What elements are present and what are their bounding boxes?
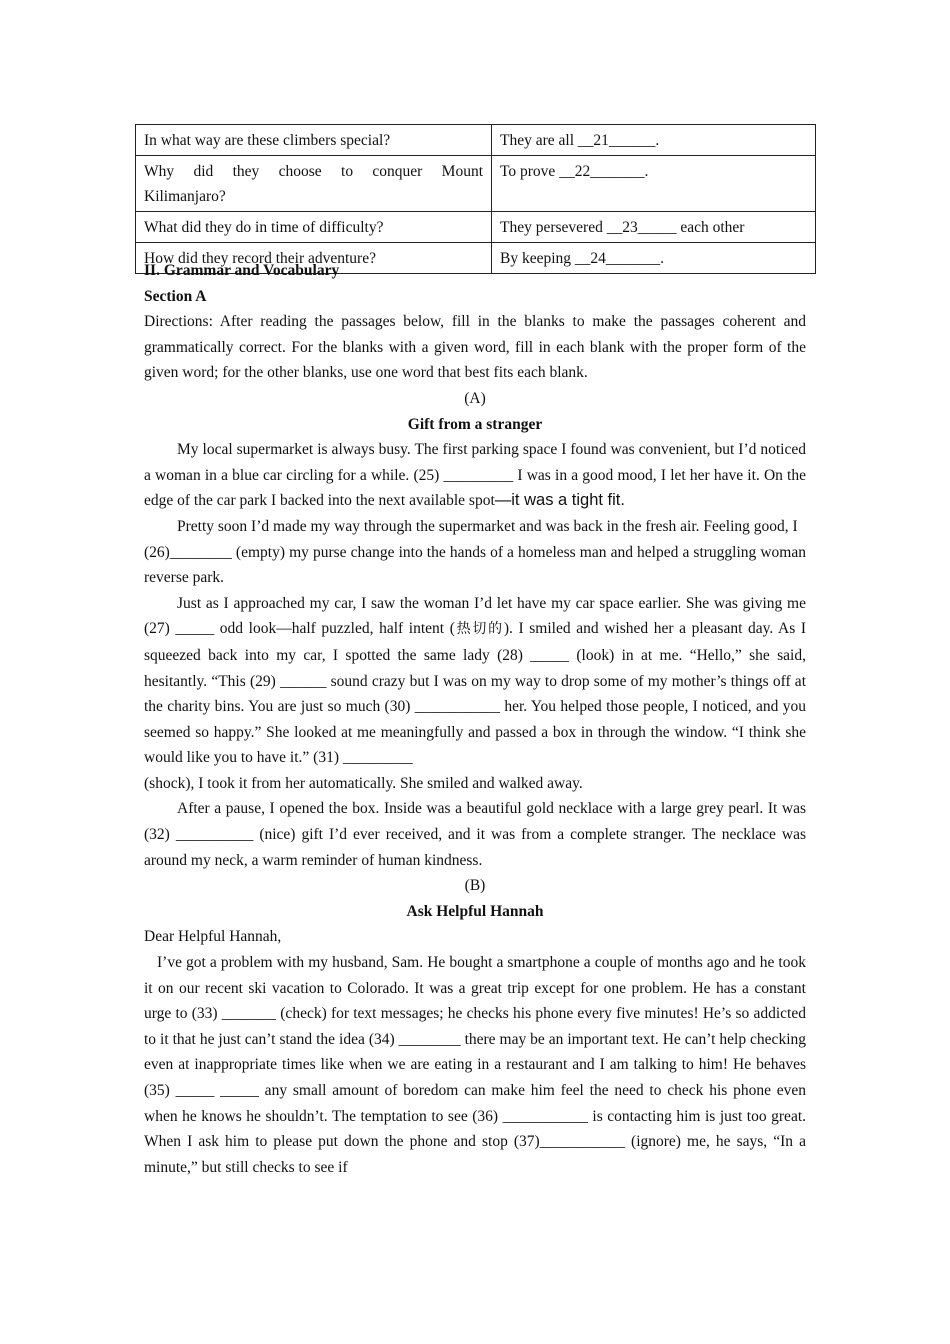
answer-cell: They persevered __23_____ each other	[492, 212, 816, 243]
answer-cell: To prove __22_______.	[492, 156, 816, 212]
answer-blank: __21______	[577, 132, 656, 149]
document-body	[144, 258, 806, 1180]
answer-blank: __24_______	[574, 250, 661, 267]
table-row	[136, 125, 816, 156]
table-row	[136, 156, 816, 212]
paragraph: I’ve got a problem with my husband, Sam. He bought a smartphone a couple of months ago and he took it on our recent ski vacation to Colorado. It was a great trip except for one problem. He has a constant urge to (33) _______ (check) for text messages; he checks his phone every five minutes! He’s so addicted to it that he just can’t stand the idea (34) ________ there may be an important text. He can’t help checking even at inappropriate times like when we are eating in a restaurant and I am talking to him! He behaves (35) _____ _____ any small amount of boredom can make him feel the need to check his phone even when he knows he shouldn’t. The temptation to see (36) ___________ is contacting him is just too great. When I ask him to please put down the phone and stop (37)___________ (ignore) me, he says, “In a minute,” but still checks to see if	[144, 954, 806, 1176]
answer-blank: __22_______	[559, 163, 645, 180]
section-a-heading: Section A	[144, 287, 207, 305]
directions: Directions: After reading the passages below, fill in the blanks to make the passages coherent and grammatically correct. For the blanks with a given word, fill in each blank with the proper form of the given word; for the other blanks, use one word that best fits each blank.	[144, 313, 806, 382]
paragraph: (26)________ (empty) my purse change into the hands of a homeless man and helped a struggling woman reverse park.	[144, 543, 806, 587]
passage-b-label: (B)	[464, 877, 486, 895]
question-cell: In what way are these climbers special?	[136, 125, 492, 156]
section-heading: II. Grammar and Vocabulary	[144, 262, 340, 279]
question-cell: Why did they choose to conquer Mount Kilimanjaro?	[136, 156, 492, 212]
qa-table	[135, 124, 816, 274]
paragraph: Just as I approached my car, I saw the woman I’d let have my car space earlier. She was giving me (27) _____ odd look—half puzzled, half intent (热切的). I smiled and wished her a pleasant day. As I squeezed back into my car, I spotted the same lady (28) _____ (look) in at me. “Hello,” she said, hesitantly. “This (29) ______ sound crazy but I was on my way to drop some of my mother’s things off at the charity bins. You are just so much (30) ___________ her. You helped those people, I noticed, and you seemed so happy.” She looked at me meaningfully and passed a box in through the window. “I think she would like you to have it.” (31) _________	[144, 594, 807, 767]
paragraph: After a pause, I opened the box. Inside was a beautiful gold necklace with a large grey pearl. It was (32) __________ (nice) gift I’d ever received, and it was from a complete stranger. The necklace was around my neck, a warm reminder of human kindness.	[144, 800, 806, 869]
passage-a-label: (A)	[464, 389, 486, 407]
answer-blank: __23_____	[606, 219, 677, 236]
paragraph: Pretty soon I’d made my way through the supermarket and was back in the fresh air. Feeling good, I	[177, 517, 798, 535]
answer-cell: They are all __21______.	[492, 125, 816, 156]
table-row	[136, 212, 816, 243]
passage-b-title: Ask Helpful Hannah	[406, 902, 544, 920]
paragraph: (shock), I took it from her automatically. She smiled and walked away.	[144, 774, 583, 792]
question-cell: What did they do in time of difficulty?	[136, 212, 492, 243]
paragraph: My local supermarket is always busy. The first parking space I found was convenient, but I’d noticed a woman in a blue car circling for a while. (25) _________ I was in a good mood, I let her have it. On the edge of the car park I backed into the next available spot—it was a tight fit.	[144, 441, 806, 510]
letter-salutation: Dear Helpful Hannah,	[144, 928, 282, 946]
question-cell: How did they record their adventure?	[136, 243, 492, 274]
answer-cell: By keeping __24_______.	[492, 243, 816, 274]
passage-a-title: Gift from a stranger	[407, 415, 543, 433]
